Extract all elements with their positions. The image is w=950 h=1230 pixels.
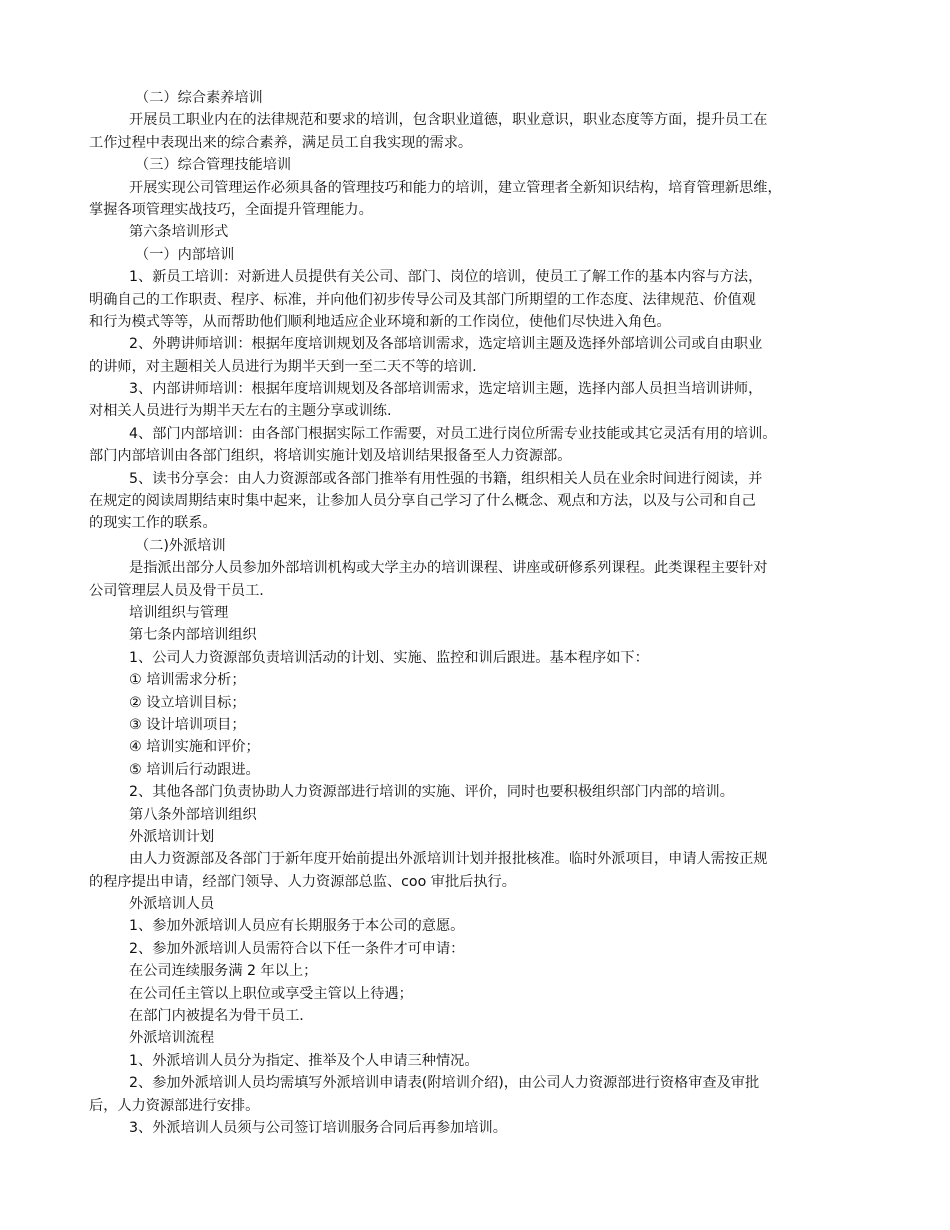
document-body (89, 87, 869, 1139)
text-line: 由人力资源部及各部门于新年度开始前提出外派培训计划并报批核准。临时外派项目，申请人需按正规 (129, 851, 768, 868)
text-line: 后，人力资源部进行安排。 (89, 1097, 260, 1114)
text-line: 开展员工职业内在的法律规范和要求的培训，包含职业道德，职业意识，职业态度等方面，提升员工在 (129, 112, 768, 129)
text-line: （一）内部培训 (135, 246, 235, 263)
text-line: 1、参加外派培训人员应有长期服务于本公司的意愿。 (129, 918, 465, 935)
text-line: 掌握各项管理实战技巧，全面提升管理能力。 (89, 201, 373, 218)
text-line: 和行为模式等等，从而帮助他们顺利地适应企业环境和新的工作岗位，使他们尽快进入角色。 (89, 313, 671, 330)
text-line: 对相关人员进行为期半天左右的主题分享或训练. (89, 403, 392, 420)
text-line: ① 培训需求分析； (129, 672, 246, 689)
text-line: 明确自己的工作职责、程序、标准，并向他们初步传导公司及其部门所期望的工作态度、法律规范、价值观 (89, 291, 756, 308)
text-line: 3、外派培训人员须与公司签订培训服务合同后再参加培训。 (129, 1119, 507, 1136)
text-line: ③ 设计培训项目； (129, 716, 246, 733)
text-line: 外派培训流程 (129, 1030, 215, 1047)
text-line: 第八条外部培训组织 (129, 806, 257, 823)
text-line: 公司管理层人员及骨干员工. (89, 582, 264, 599)
text-line: 开展实现公司管理运作必须具备的管理技巧和能力的培训，建立管理者全新知识结构，培育管理新思维， (129, 179, 782, 196)
text-line: 是指派出部分人员参加外部培训机构或大学主办的培训课程、讲座或研修系列课程。此类课程主要针对 (129, 560, 768, 577)
text-line: 培训组织与管理 (129, 604, 229, 621)
text-line: 在规定的阅读周期结束时集中起来，让参加人员分享自己学习了什么概念、观点和方法，以及与公司和自己 (89, 493, 756, 510)
text-line: （二)外派培训 (135, 537, 226, 554)
text-line: 外派培训人员 (129, 896, 215, 913)
text-line: ② 设立培训目标； (129, 694, 246, 711)
text-line: （三）综合管理技能培训 (135, 157, 292, 174)
text-line: 工作过程中表现出来的综合素养，满足员工自我实现的需求。 (89, 134, 473, 151)
text-line: ⑤ 培训后行动跟进。 (129, 761, 260, 778)
text-line: 在部门内被提名为骨干员工. (129, 1008, 304, 1025)
text-line: 外派培训计划 (129, 828, 215, 845)
text-line: 2、参加外派培训人员均需填写外派培训申请表(附培训介绍)，由公司人力资源部进行资格审查及审批 (129, 1075, 760, 1092)
text-line: 第六条培训形式 (129, 224, 229, 241)
text-line: 第七条内部培训组织 (129, 627, 257, 644)
text-line: 的程序提出申请，经部门领导、人力资源部总监、coo 审批后执行。 (89, 873, 516, 890)
text-line: 的讲师，对主题相关人员进行为期半天到一至二天不等的培训. (89, 358, 477, 375)
text-line: ④ 培训实施和评价； (129, 739, 260, 756)
text-line: 2、参加外派培训人员需符合以下任一条件才可申请： (129, 940, 465, 957)
text-line: 1、外派培训人员分为指定、推举及个人申请三种情况。 (129, 1052, 479, 1069)
text-line: 2、外聘讲师培训：根据年度培训规划及各部培训需求，选定培训主题及选择外部培训公司或自由职业 (129, 336, 763, 353)
text-line: （二）综合素养培训 (135, 90, 263, 106)
text-line: 在公司任主管以上职位或享受主管以上待遇； (129, 985, 413, 1002)
text-line: 的现实工作的联系。 (89, 515, 217, 532)
text-line: 1、公司人力资源部负责培训活动的计划、实施、监控和训后跟进。基本程序如下： (129, 649, 649, 666)
text-line: 部门内部培训由各部门组织，将培训实施计划及培训结果报备至人力资源部。 (89, 448, 572, 465)
text-line: 5、读书分享会：由人力资源部或各部门推举有用性强的书籍，组织相关人员在业余时间进行阅读，并 (129, 470, 763, 487)
text-line: 4、部门内部培训：由各部门根据实际工作需要，对员工进行岗位所需专业技能或其它灵活有用的培训。 (129, 425, 777, 442)
text-line: 在公司连续服务满 2 年以上； (129, 963, 318, 980)
text-line: 3、内部讲师培训：根据年度培训规划及各部培训需求，选定培训主题，选择内部人员担当培训讲师， (129, 381, 763, 398)
text-line: 2、其他各部门负责协助人力资源部进行培训的实施、评价，同时也要积极组织部门内部的培训。 (129, 784, 734, 801)
text-line: 1、新员工培训：对新进人员提供有关公司、部门、岗位的培训，使员工了解工作的基本内容与方法， (129, 269, 763, 286)
